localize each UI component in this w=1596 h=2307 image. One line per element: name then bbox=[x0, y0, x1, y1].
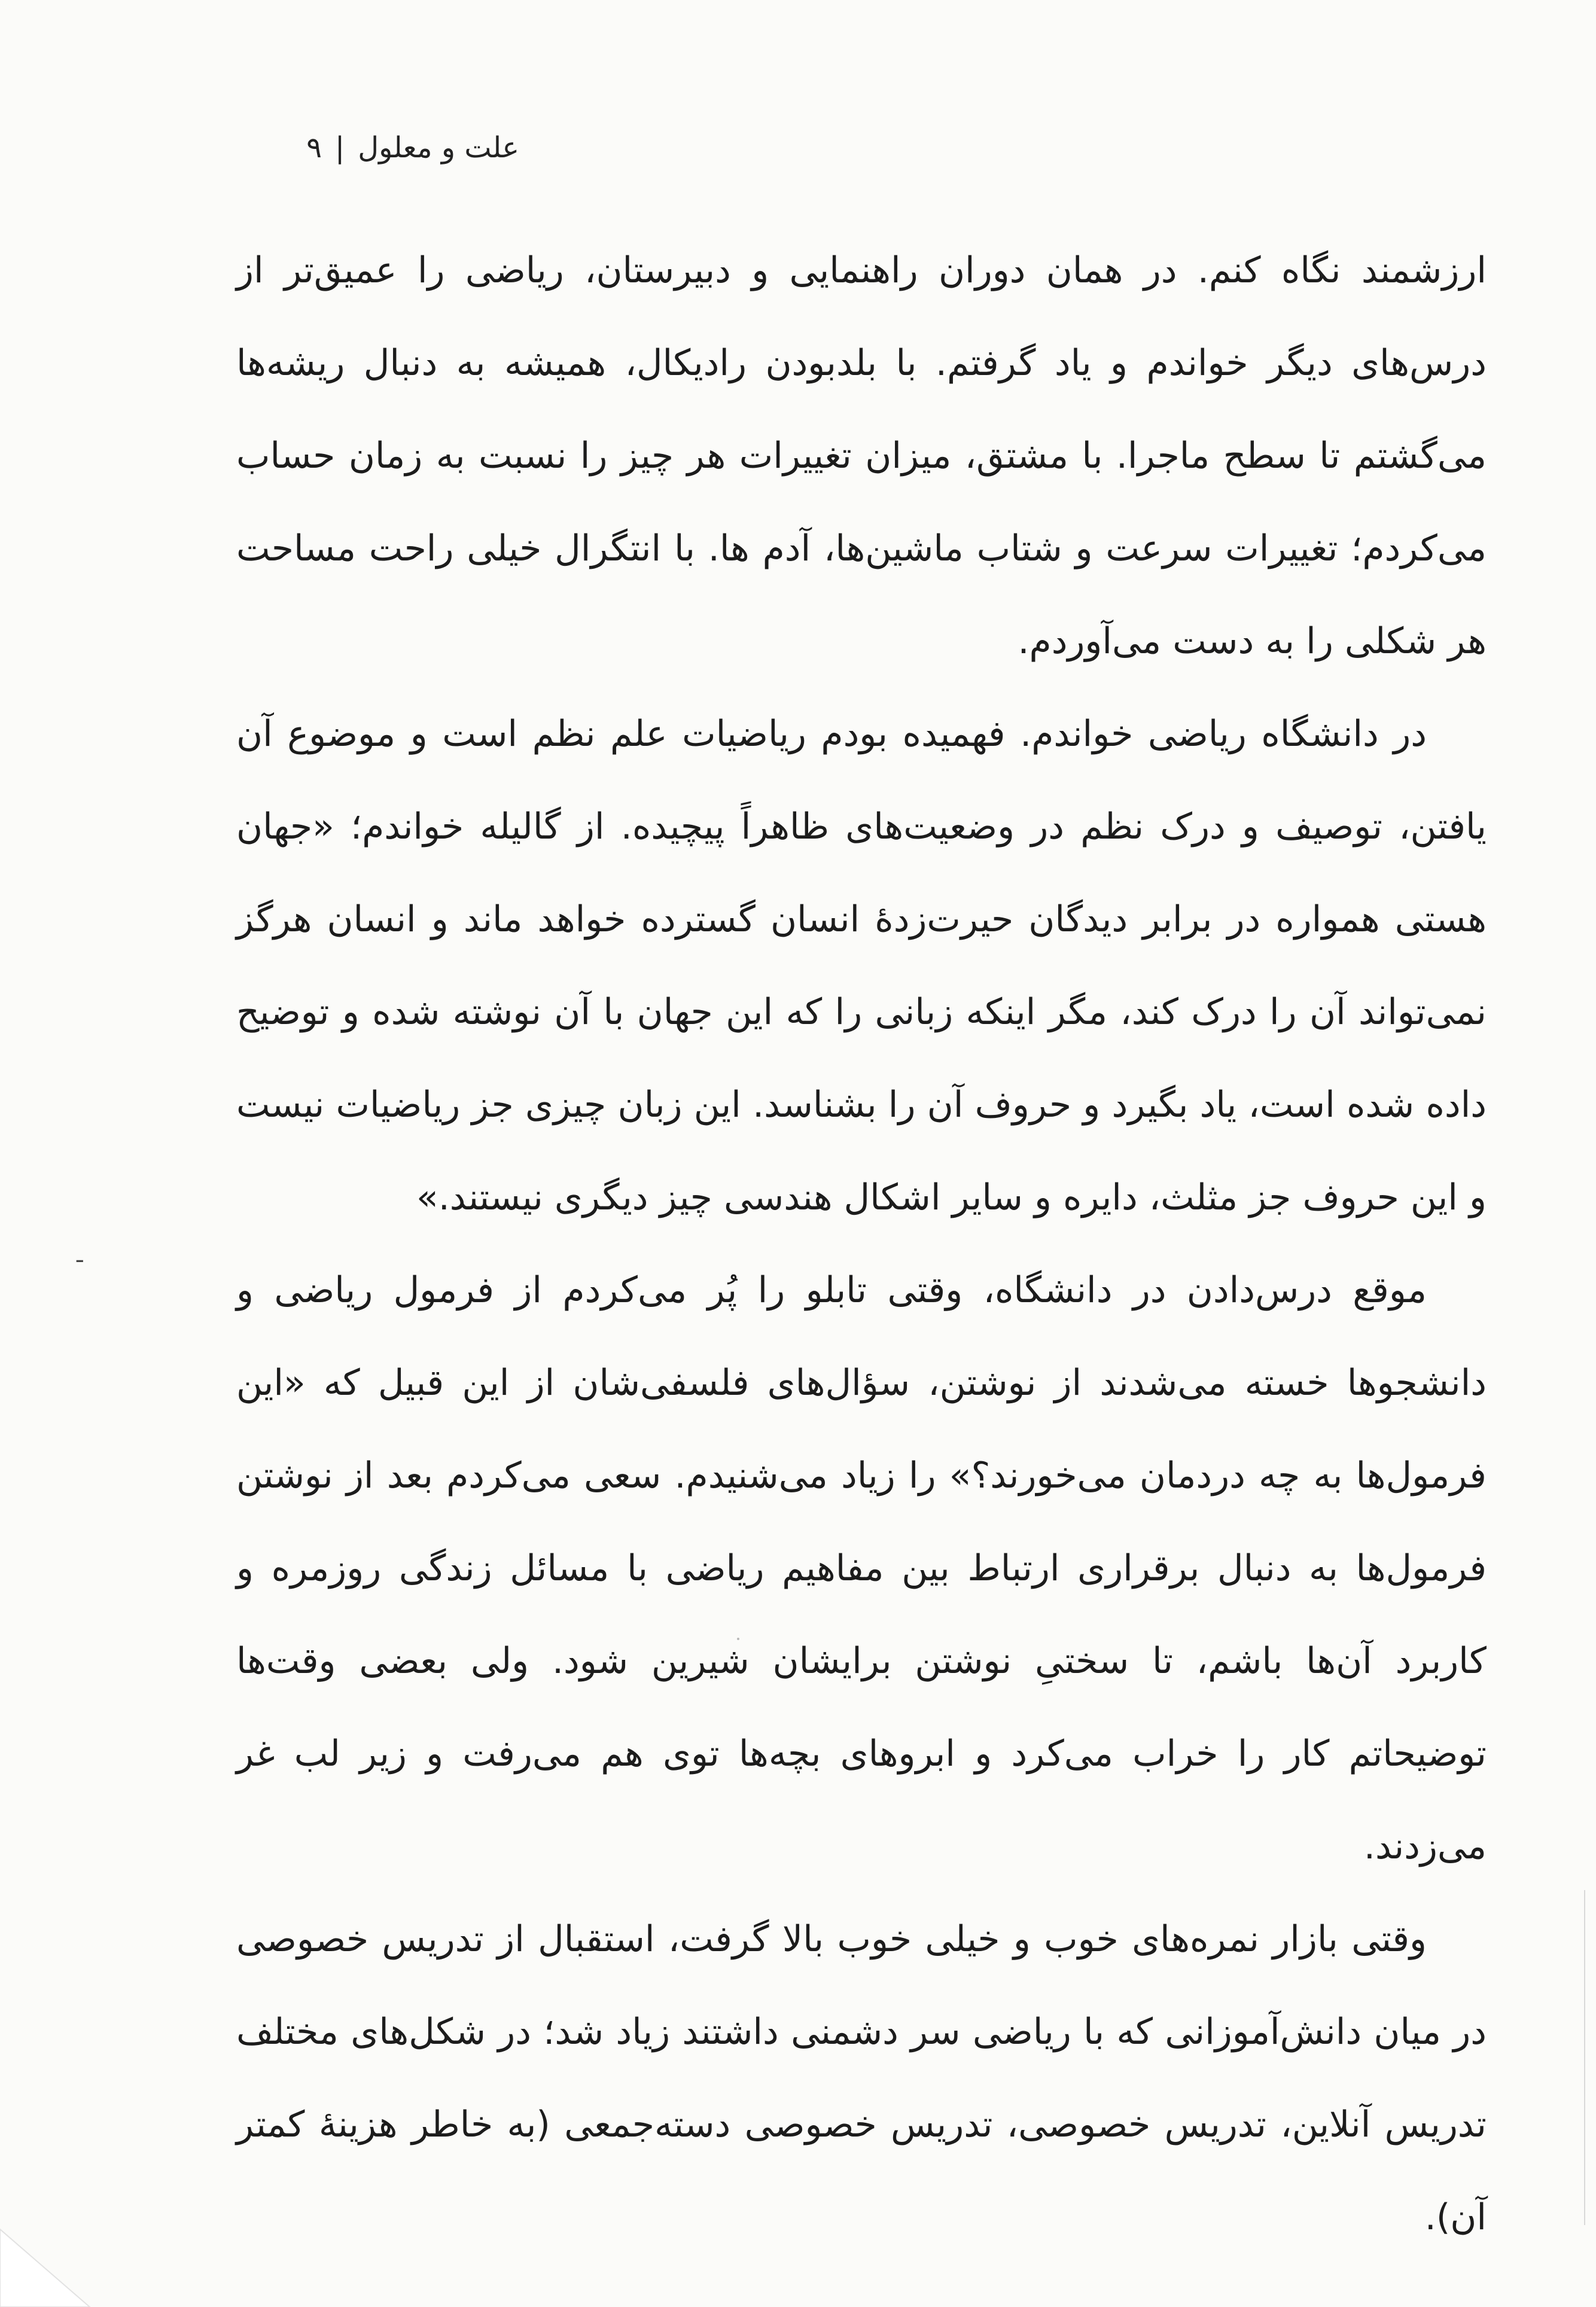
margin-mark: ـ bbox=[77, 1243, 83, 1267]
paragraph-1: ارزشمند نگاه کنم. در همان دوران راهنمایی و دبیرستان، ریاضی را عمیق‌تر از درس‌های دیگر خواندم و یاد گرفتم. با بلدبودن رادیکال، همیشه به دنبال ریشه‌ها می‌گشتم تا سطح ماجرا. با مشتق، میزان تغییرات هر چیز را نسبت به زمان حساب می‌کردم؛ تغییرات سرعت و شتاب ماشین‌ها، آدم ها. با انتگرال خیلی راحت مساحت هر شکلی را به دست می‌آوردم. bbox=[236, 249, 1487, 662]
header-separator: | bbox=[335, 131, 345, 164]
paragraph-2: در دانشگاه ریاضی خواندم. فهمیده بودم ریاضیات علم نظم است و موضوع آن یافتن، توصیف و درک نظم در وضعیت‌های ظاهراً پیچیده. از گالیله خواندم؛ «جهان هستی همواره در برابر دیدگان حیرت‌زدهٔ انسان گسترده خواهد ماند و انسان هرگز نمی‌تواند آن را درک کند، مگر اینکه زبانی را که این جهان با آن نوشته شده و توضیح داده شده است، یاد بگیرد و حروف آن را بشناسد. این زبان چیزی جز ریاضیات نیست و این حروف جز مثلث، دایره و سایر اشکال هندسی چیز دیگری نیستند.» bbox=[236, 713, 1487, 1218]
book-title: علت و معلول bbox=[358, 131, 519, 164]
page-corner-fold-icon bbox=[0, 2217, 102, 2307]
body-text bbox=[236, 224, 1487, 2264]
scan-speck bbox=[737, 1638, 739, 1640]
page-number: ۹ bbox=[306, 131, 322, 164]
running-head bbox=[306, 129, 519, 167]
paragraph-4: وقتی بازار نمره‌های خوب و خیلی خوب بالا گرفت، استقبال از تدریس خصوصی در میان دانش‌آموزانی که با ریاضی سر دشمنی داشتند زیاد شد؛ در شکل‌های مختلف تدریس آنلاین، تدریس خصوصی، تدریس خصوصی دسته‌جمعی (به خاطر هزینهٔ کمتر آن). bbox=[236, 1918, 1487, 2238]
scan-edge-line bbox=[1584, 1890, 1585, 2225]
paragraph-3: موقع درس‌دادن در دانشگاه، وقتی تابلو را پُر می‌کردم از فرمول ریاضی و دانشجوها خسته می‌شدند از نوشتن، سؤال‌های فلسفی‌شان از این قبیل که «این فرمول‌ها به چه دردمان می‌خورند؟» را زیاد می‌شنیدم. سعی می‌کردم بعد از نوشتن فرمول‌ها به دنبال برقراری ارتباط بین مفاهیم ریاضی با مسائل زندگی روزمره و کاربرد آن‌ها باشم، تا سختیِ نوشتن برایشان شیرین شود. ولی بعضی وقت‌ها توضیحاتم کار را خراب می‌کرد و ابروهای بچه‌ها توی هم می‌رفت و زیر لب غر می‌زدند. bbox=[236, 1269, 1487, 1867]
